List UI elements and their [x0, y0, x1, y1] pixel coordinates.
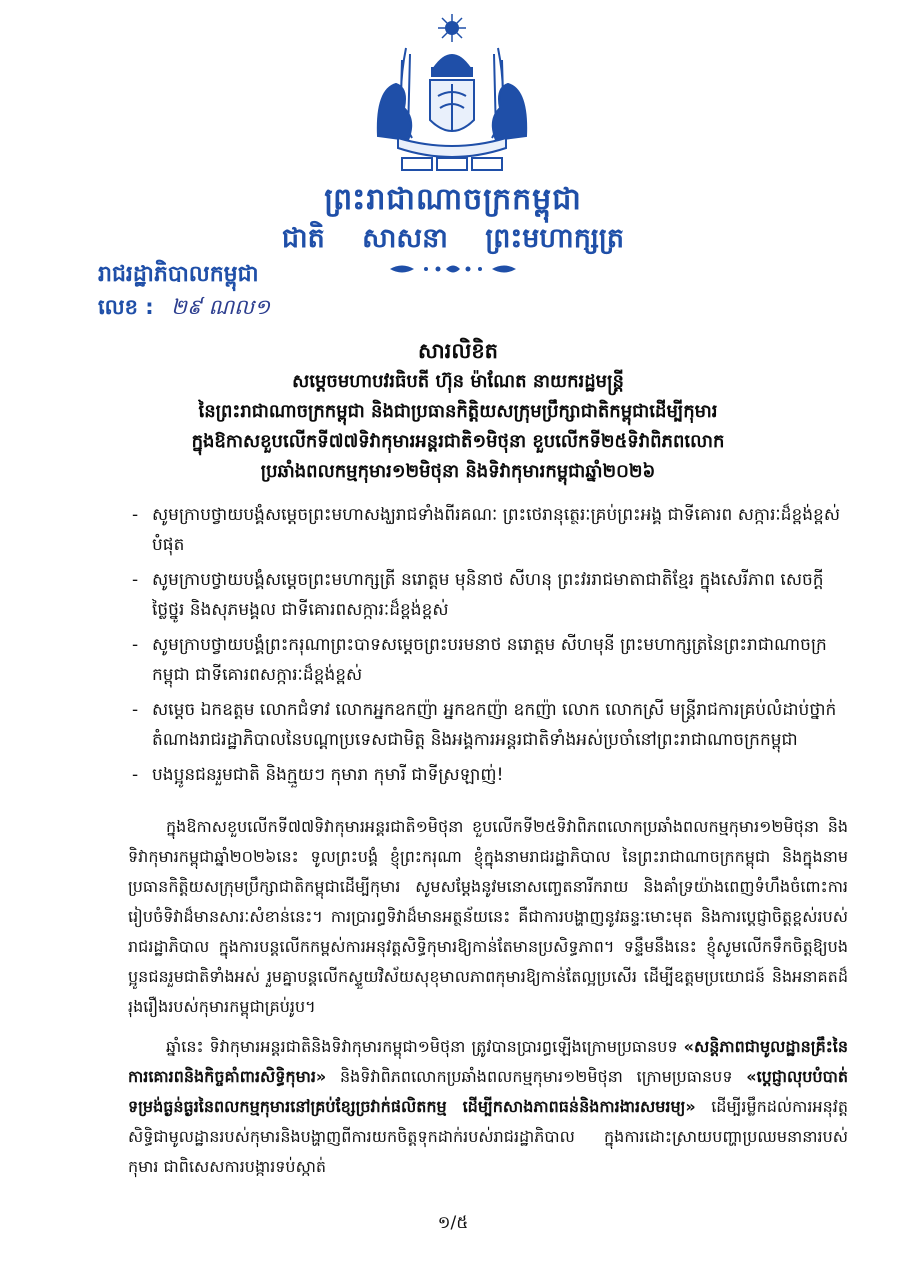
greeting-text: សូមក្រាបថ្វាយបង្គំព្រះករុណាព្រះបាទសម្ដេចព្រះបរមនាថ នរោត្តម សីហមុនី ព្រះមហាក្សត្រនៃព្រះរាជាណាចក្រកម្ពុជា ជាទីគោរពសក្ការៈដ៏ខ្ពង់ខ្ពស់ [152, 635, 827, 685]
greeting-text: បងប្អូនជនរួមជាតិ និងក្មួយៗ កុមារា កុមារី ជាទីស្រឡាញ់! [152, 765, 504, 785]
reference-line [98, 294, 270, 325]
greetings-list [132, 500, 848, 795]
para2-end: ដើម្បីរម្លឹកដល់ការអនុវត្តសិទ្ធិជាមូលដ្ឋានរបស់កុមារនិងបង្ហាញពីការយកចិត្តទុកដាក់របស់រាជរដ្ឋាភិបាល ក្នុងការដោះស្រាយបញ្ហាប្រឈមនានារបស់កុមារ ជាពិសេសការបង្ការទប់ស្កាត់ [128, 1097, 848, 1176]
reference-number: ២៩ ណល១ [171, 295, 270, 319]
greeting-dash: - [132, 505, 139, 525]
kingdom-title: ព្រះរាជាណាចក្រកម្ពុជា [324, 182, 582, 217]
national-motto: ជាតិ សាសនា ព្រះមហាក្សត្រ [281, 223, 625, 254]
page-number: ១/៥ [437, 1213, 469, 1233]
royal-coat-of-arms-icon [372, 8, 532, 178]
ornament-divider-icon [388, 262, 518, 276]
heading-line-1: សម្ដេចមហាបវរធិបតី ហ៊ុន ម៉ាណែត នាយករដ្ឋមន្ត្រី [292, 371, 624, 392]
para2-intro: ឆ្នាំនេះ ទិវាកុមារអន្តរជាតិនិងទិវាកុមារកម្ពុជា១មិថុនា ត្រូវបានប្រារព្ធឡើងក្រោមប្រធានបទ [166, 1037, 678, 1056]
heading-line-3: ក្នុងឱកាសខួបលើកទី៧៧ទិវាកុមារអន្តរជាតិ១មិថុនា ខួបលើកទី២៥ទិវាពិភពលោក [191, 431, 725, 452]
greeting-dash: - [132, 570, 139, 590]
greeting-item [132, 500, 848, 560]
greeting-text: សូមក្រាបថ្វាយបង្គំសម្ដេចព្រះមហាក្សត្រី នរោត្តម មុនិនាថ សីហនុ ព្រះវររាជមាតាជាតិខ្មែរ ក្នុងសេរីភាព សេចក្ដីថ្លៃថ្នូរ និងសុភមង្គល ជាទីគោរពសក្ការៈដ៏ខ្ពង់ខ្ពស់ [152, 570, 824, 620]
greeting-dash: - [132, 765, 139, 785]
body-paragraph-2 [128, 1032, 848, 1182]
greeting-item [132, 695, 848, 755]
greeting-item [132, 630, 848, 690]
body-paragraph-1: ក្នុងឱកាសខួបលើកទី៧៧ទិវាកុមារអន្តរជាតិ១មិថុនា ខួបលើកទី២៥ទិវាពិភពលោកប្រឆាំងពលកម្មកុមារ១២មិថុនា និងទិវាកុមារកម្ពុជាឆ្នាំ២០២៦នេះ ទូលព្រះបង្គំ ខ្ញុំព្រះករុណា ខ្ញុំក្នុងនាមរាជរដ្ឋាភិបាល នៃព្រះរាជាណាចក្រកម្ពុជា និងក្នុងនាមប្រធានកិត្តិយសក្រុមប្រឹក្សាជាតិកម្ពុជាដើម្បីកុមារ សូមសម្ដែងនូវមនោសញ្ចេតនារីករាយ និងគាំទ្រយ៉ាងពេញទំហឹងចំពោះការរៀបចំទិវាដ៏មានសារៈសំខាន់នេះ។ ការប្រារព្ធទិវាដ៏មានអត្ថន័យនេះ គឺជាការបង្ហាញនូវឆន្ទៈមោះមុត និងការប្ដេជ្ញាចិត្តខ្ពស់របស់រាជរដ្ឋាភិបាល ក្នុងការបន្តលើកកម្ពស់ការអនុវត្តសិទ្ធិកុមារឱ្យកាន់តែមានប្រសិទ្ធភាព។ ទន្ទឹមនឹងនេះ ខ្ញុំសូមលើកទឹកចិត្តឱ្យបងប្អូនជនរួមជាតិទាំងអស់ រួមគ្នាបន្តលើកស្ទួយវិស័យសុខុមាលភាពកុមារឱ្យកាន់តែល្អប្រសើរ ដើម្បីឧត្តមប្រយោជន៍ និងអនាគតដ៏រុងរឿងរបស់កុមារកម្ពុជាគ្រប់រូប។ [128, 817, 848, 1016]
greeting-dash: - [132, 700, 139, 720]
greeting-text: សូមក្រាបថ្វាយបង្គំសម្ដេចព្រះមហាសង្ឃរាជទាំងពីរគណៈ ព្រះថេរានុត្ថេរៈគ្រប់ព្រះអង្គ ជាទីគោរព សក្ការៈដ៏ខ្ពង់ខ្ពស់បំផុត [152, 505, 841, 555]
theme-child-labour-day: «ប្ដេជ្ញាលុបបំបាត់ទម្រង់ធ្ងន់ធ្ងរនៃពលកម្មកុមារនៅគ្រប់ខ្សែច្រវាក់ផលិតកម្ម ដើម្បីកសាងភាពធន់និងការងារសមរម្យ» [128, 1067, 848, 1116]
theme-children-day: «សន្តិភាពជាមូលដ្ឋានគ្រឹះនៃការគោរពនិងកិច្ចគាំពារសិទ្ធិកុមារ» [128, 1037, 848, 1086]
greeting-text: សម្ដេច ឯកឧត្តម លោកជំទាវ លោកអ្នកឧកញ៉ា អ្នកឧកញ៉ា ឧកញ៉ា លោក លោកស្រី មន្ត្រីរាជការគ្រប់លំដាប់ថ្នាក់ តំណាងរាជរដ្ឋាភិបាលនៃបណ្ដាប្រទេសជាមិត្ត និងអង្គការអន្តរជាតិទាំងអស់ប្រចាំនៅព្រះរាជាណាចក្រកម្ពុជា [152, 700, 837, 750]
heading-line-4: ប្រឆាំងពលកម្មកុមារ១២មិថុនា និងទិវាកុមារកម្ពុជាឆ្នាំ២០២៦ [260, 461, 656, 482]
para2-middle: និងទិវាពិភពលោកប្រឆាំងពលកម្មកុមារ១២មិថុនា ក្រោមប្រធានបទ [339, 1067, 733, 1086]
greeting-item [132, 565, 848, 625]
letter-title: សារលិខិត [418, 339, 498, 363]
letter-body [128, 812, 848, 1192]
greeting-dash: - [132, 635, 139, 655]
greeting-item [132, 760, 848, 790]
heading-line-2: នៃព្រះរាជាណាចក្រកម្ពុជា និងជាប្រធានកិត្តិយសក្រុមប្រឹក្សាជាតិកម្ពុជាដើម្បីកុមារ [198, 401, 718, 422]
letter-heading [90, 335, 826, 487]
government-name: រាជរដ្ឋាភិបាលកម្ពុជា [98, 262, 259, 287]
reference-label: លេខ : [98, 295, 154, 319]
